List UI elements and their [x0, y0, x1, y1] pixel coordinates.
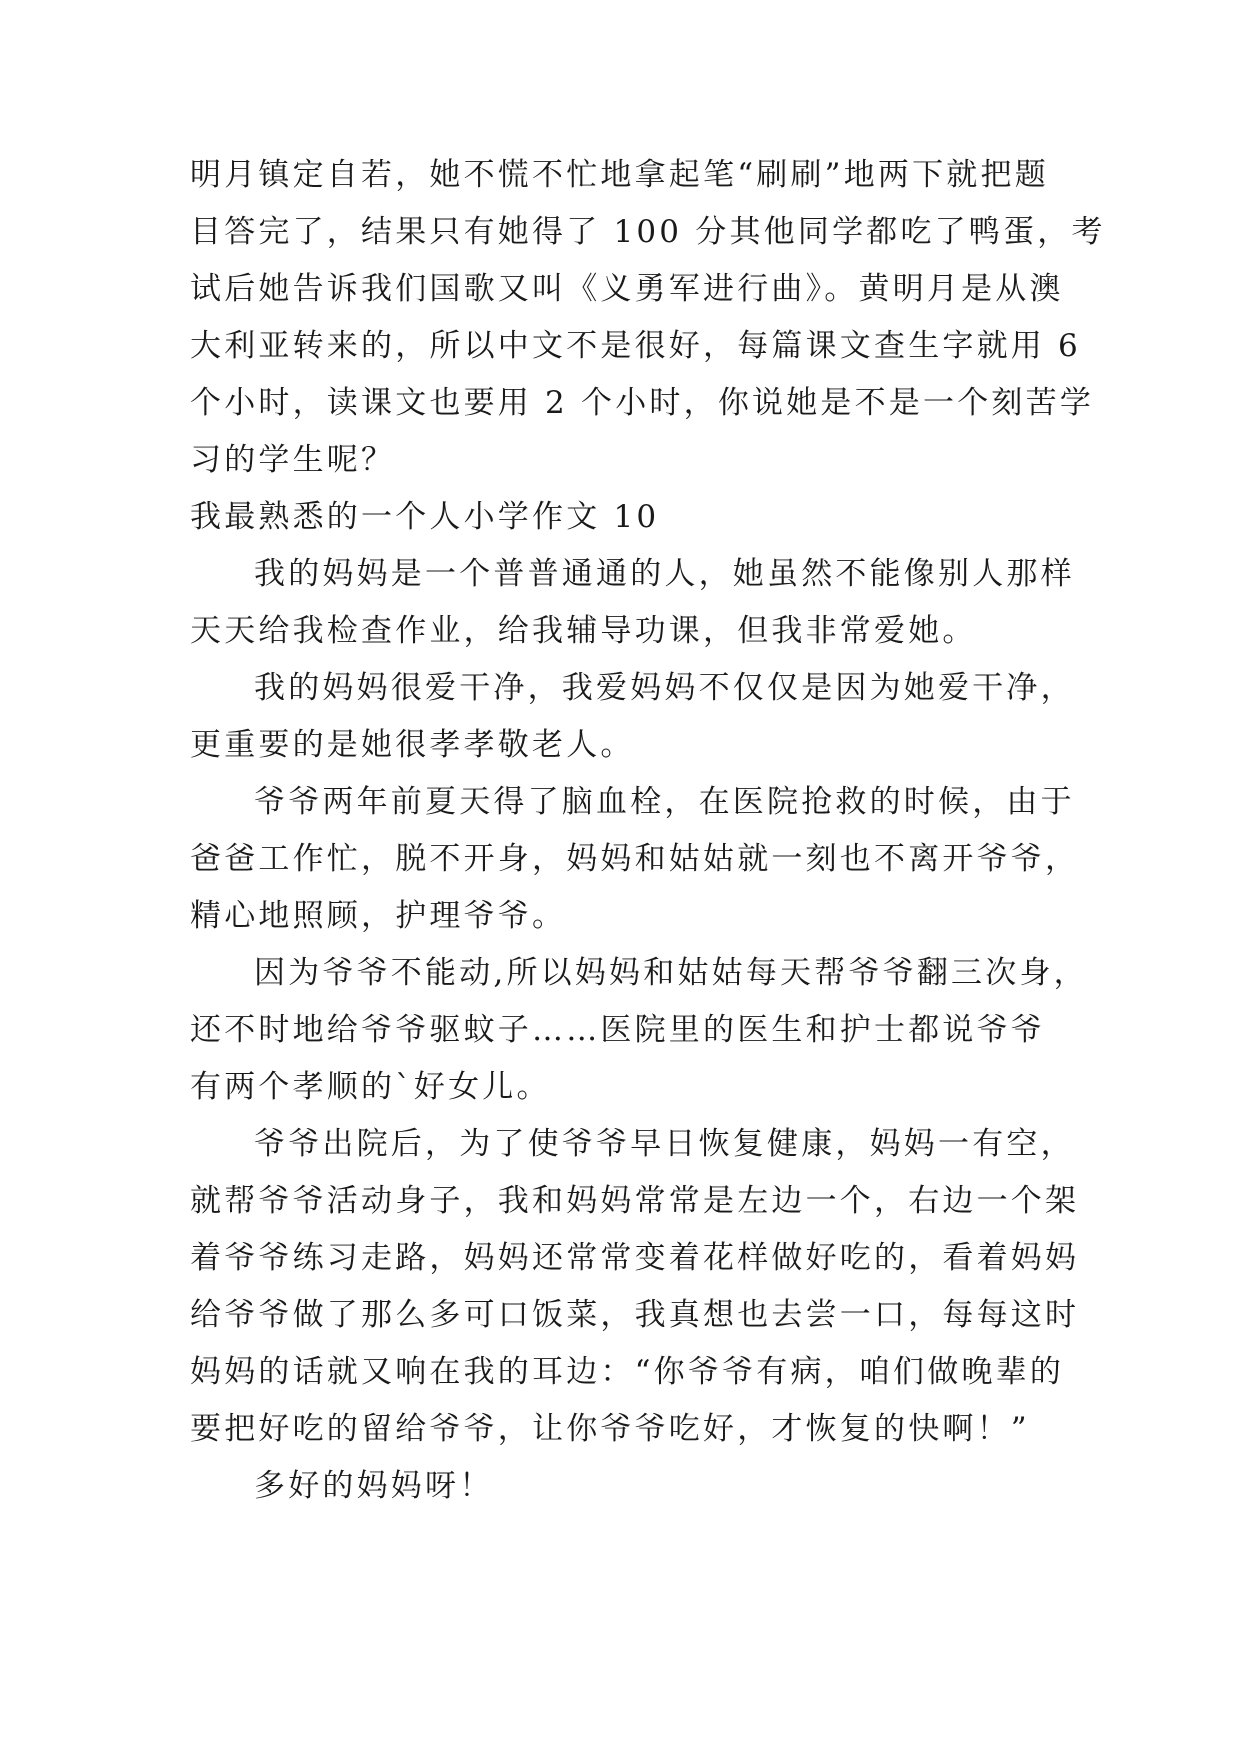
paragraph-first-line: 多好的妈妈呀！	[254, 1468, 494, 1504]
text-line: 更重要的是她很孝孝敬老人。	[190, 727, 635, 763]
paragraph-first-line: 我的妈妈很爱干净，我爱妈妈不仅仅是因为她爱干净，	[254, 670, 1075, 706]
text-line: 目答完了，结果只有她得了 100 分其他同学都吃了鸭蛋，考	[190, 214, 1106, 250]
text-line: 个小时，读课文也要用 2 个小时，你说她是不是一个刻苦学	[190, 385, 1095, 421]
paragraph-first-line: 爷爷出院后，为了使爷爷早日恢复健康，妈妈一有空，	[254, 1126, 1075, 1162]
text-line: 给爷爷做了那么多可口饭菜，我真想也去尝一口，每每这时	[190, 1297, 1080, 1333]
paragraph-first-line: 爷爷两年前夏天得了脑血栓，在医院抢救的时候，由于	[254, 784, 1075, 820]
text-line: 有两个孝顺的`好女儿。	[190, 1069, 551, 1105]
text-line: 精心地照顾，护理爷爷。	[190, 898, 567, 934]
text-line: 大利亚转来的，所以中文不是很好，每篇课文查生字就用 6	[190, 328, 1081, 364]
text-line: 着爷爷练习走路，妈妈还常常变着花样做好吃的，看着妈妈	[190, 1240, 1080, 1276]
text-line: 妈妈的话就又响在我的耳边：“你爷爷有病，咱们做晚辈的	[190, 1354, 1065, 1390]
text-line: 还不时地给爷爷驱蚊子……医院里的医生和护士都说爷爷	[190, 1012, 1045, 1048]
text-line: 要把好吃的留给爷爷，让你爷爷吃好，才恢复的快啊！”	[190, 1411, 1030, 1447]
text-line: 就帮爷爷活动身子，我和妈妈常常是左边一个，右边一个架	[190, 1183, 1080, 1219]
text-line: 天天给我检查作业，给我辅导功课，但我非常爱她。	[190, 613, 977, 649]
text-line: 试后她告诉我们国歌又叫《义勇军进行曲》。黄明月是从澳	[190, 271, 1064, 307]
paragraph-first-line: 我的妈妈是一个普普通通的人，她虽然不能像别人那样	[254, 556, 1075, 592]
paragraph-first-line: 因为爷爷不能动,所以妈妈和姑姑每天帮爷爷翻三次身，	[254, 955, 1088, 991]
section-heading: 我最熟悉的一个人小学作文 10	[190, 499, 660, 535]
text-line: 爸爸工作忙，脱不开身，妈妈和姑姑就一刻也不离开爷爷，	[190, 841, 1080, 877]
text-line: 习的学生呢？	[190, 442, 396, 478]
text-line: 明月镇定自若，她不慌不忙地拿起笔“刷刷”地两下就把题	[190, 157, 1049, 193]
